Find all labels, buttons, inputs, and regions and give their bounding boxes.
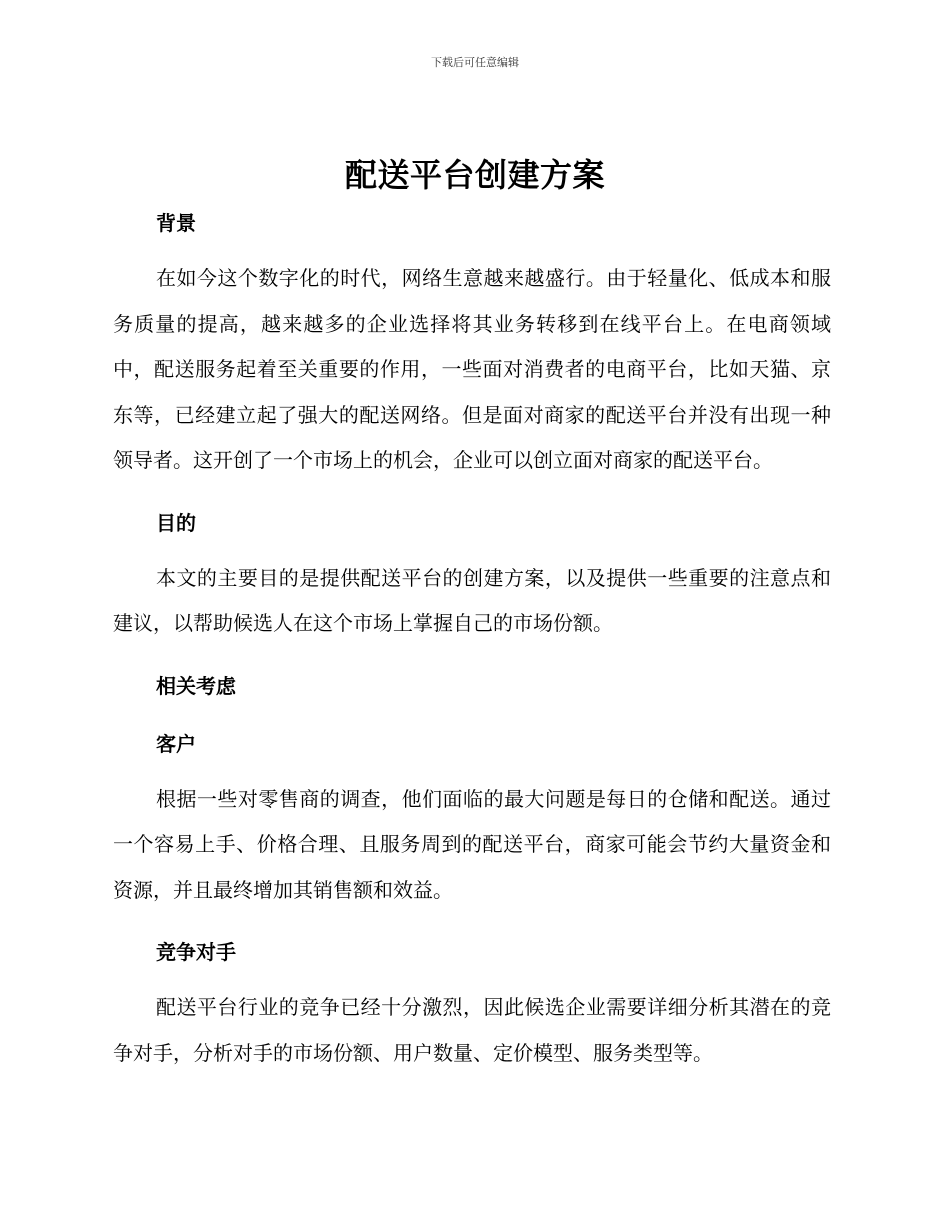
document-title: 配送平台创建方案: [344, 156, 605, 194]
header-note: 下载后可任意编辑: [431, 56, 519, 69]
section-heading-competitors: 竞争对手: [156, 940, 236, 964]
section-paragraph-purpose: 本文的主要目的是提供配送平台的创建方案，以及提供一些重要的注意点和建议，以帮助候选人在这个市场上掌握自己的市场份额。: [113, 565, 831, 635]
section-heading-customers: 客户: [156, 731, 196, 756]
section-paragraph-competitors: 配送平台行业的竞争已经十分激烈，因此候选企业需要详细分析其潜在的竞争对手，分析对手的市场份额、用户数量、定价模型、服务类型等。: [113, 995, 831, 1065]
section-heading-purpose: 目的: [156, 510, 196, 535]
document-body: [113, 204, 831, 1076]
section-paragraph-customers: 根据一些对零售商的调查，他们面临的最大问题是每日的仓储和配送。通过一个容易上手、价格合理、且服务周到的配送平台，商家可能会节约大量资金和资源，并且最终增加其销售额和效益。: [113, 786, 831, 902]
section-heading-considerations: 相关考虑: [156, 673, 236, 698]
section-heading-background: 背景: [156, 211, 196, 235]
section-paragraph-background: 在如今这个数字化的时代，网络生意越来越盛行。由于轻量化、低成本和服务质量的提高，越来越多的企业选择将其业务转移到在线平台上。在电商领域中，配送服务起着至关重要的作用，一些面对消费者的电商平台，比如天猫、京东等，已经建立起了强大的配送网络。但是面对商家的配送平台并没有出现一种领导者。这开创了一个市场上的机会，企业可以创立面对商家的配送平台。: [113, 266, 831, 472]
